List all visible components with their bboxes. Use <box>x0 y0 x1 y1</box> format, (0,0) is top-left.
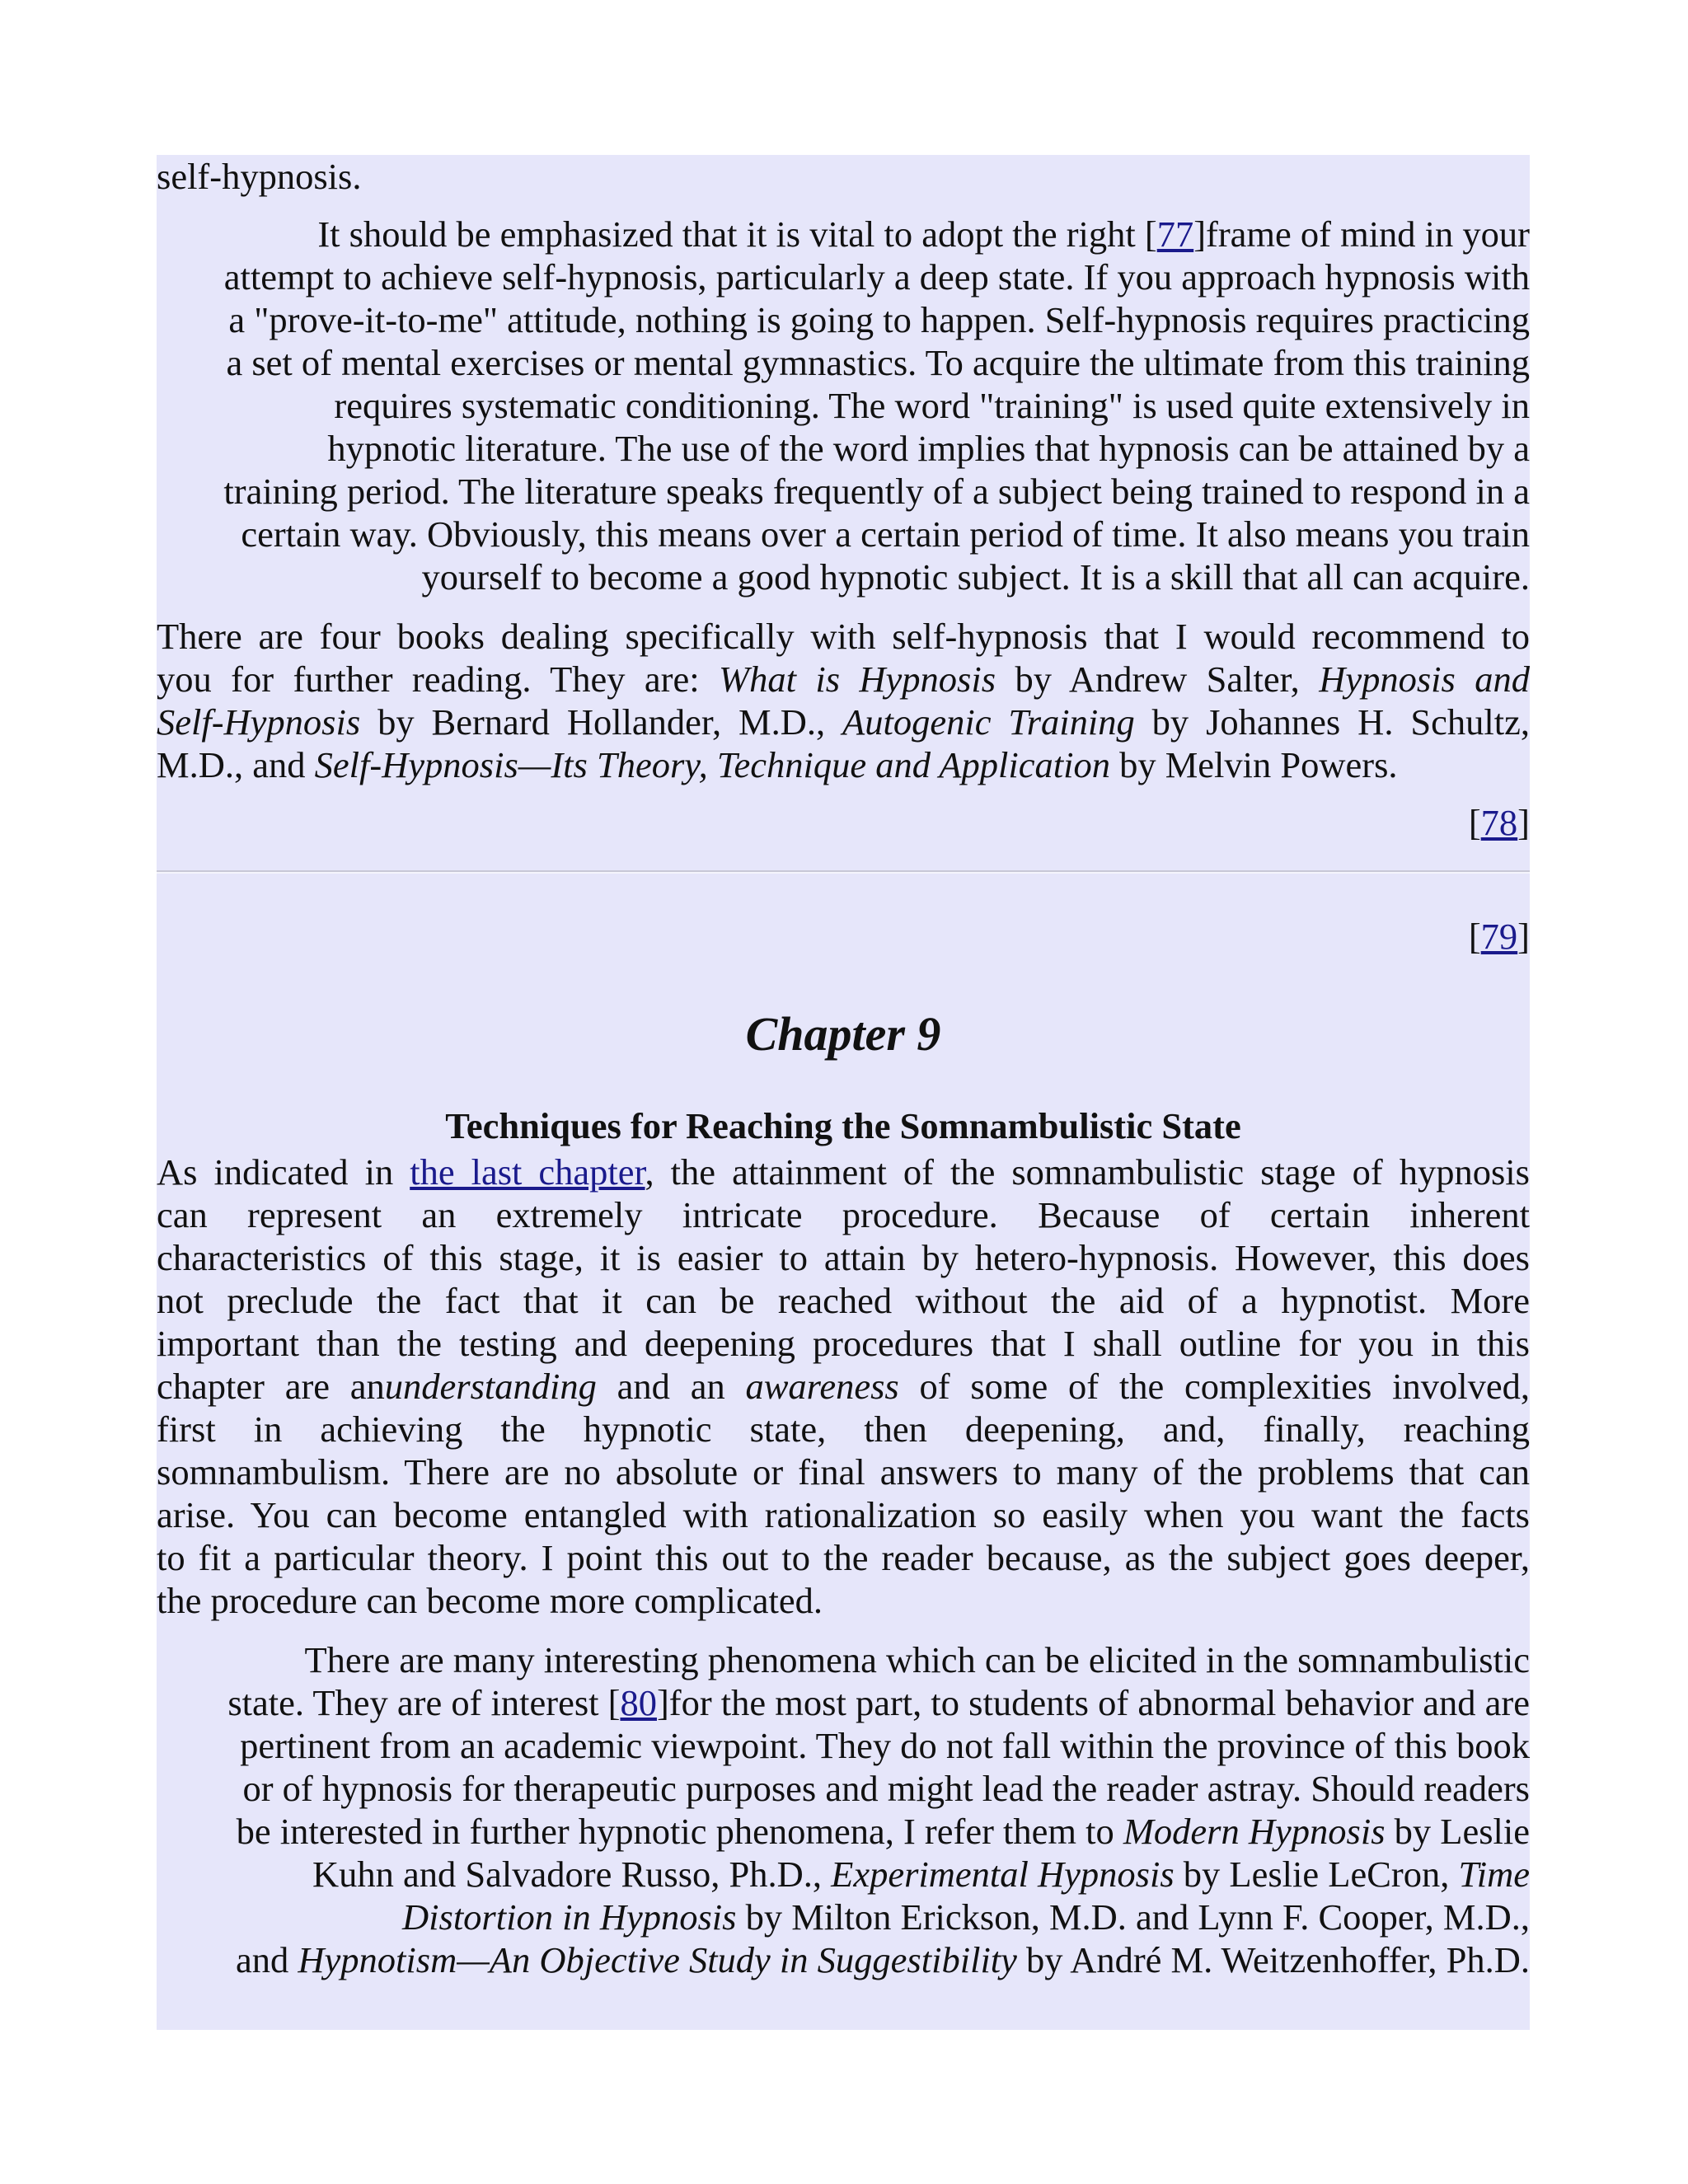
emphasis: understanding <box>384 1366 597 1407</box>
paragraph-line: somnambulism. There are no absolute or final answers to many of the problems that can <box>157 1451 1530 1493</box>
paragraph-line: not preclude the fact that it can be reached without the aid of a hypnotist. More <box>157 1280 1530 1321</box>
paragraph-line: chapter are anunderstanding and an awareness of some of the complexities involved, <box>157 1366 1530 1407</box>
book-title: Self-Hypnosis—Its Theory, Technique and Application <box>314 744 1110 785</box>
paragraph-somnambulistic-intro <box>157 1151 1530 1622</box>
paragraph-line: important than the testing and deepening procedures that I shall outline for you in this <box>157 1323 1530 1364</box>
paragraph-line: pertinent from an academic viewpoint. They do not fall within the province of this book <box>240 1725 1530 1766</box>
paragraph-line: you for further reading. They are: What is Hypnosis by Andrew Salter, Hypnosis and <box>157 658 1530 700</box>
paragraph-fragment: self-hypnosis. <box>157 156 362 197</box>
paragraph-line: certain way. Obviously, this means over a certain period of time. It also means you train <box>241 513 1530 555</box>
page-link-80[interactable]: 80 <box>620 1682 657 1723</box>
book-title: Hypnosis and <box>1319 658 1530 700</box>
paragraph-line: first in achieving the hypnotic state, then deepening, and, finally, reaching <box>157 1408 1530 1450</box>
paragraph-line: hypnotic literature. The use of the word implies that hypnosis can be attained by a <box>327 428 1530 469</box>
page-marker-78: [78] <box>1468 802 1530 843</box>
paragraph-line: a set of mental exercises or mental gymnastics. To acquire the ultimate from this training <box>226 342 1530 383</box>
paragraph-phenomena <box>157 1638 1530 1981</box>
emphasis: awareness <box>745 1366 899 1407</box>
paragraph-line: M.D., and Self-Hypnosis—Its Theory, Technique and Application by Melvin Powers. <box>157 744 1398 785</box>
paragraph-line: characteristics of this stage, it is easier to attain by hetero-hypnosis. However, this does <box>157 1237 1530 1278</box>
paragraph-line: attempt to achieve self-hypnosis, particularly a deep state. If you approach hypnosis with <box>223 256 1530 298</box>
book-title: Time <box>1458 1854 1530 1895</box>
paragraph-recommended-books <box>157 615 1530 786</box>
paragraph-line: can represent an extremely intricate procedure. Because of certain inherent <box>157 1194 1530 1235</box>
paragraph-line: yourself to become a good hypnotic subject. It is a skill that all can acquire. <box>421 556 1530 598</box>
paragraph-line: be interested in further hypnotic phenomena, I refer them to Modern Hypnosis by Leslie <box>236 1811 1530 1852</box>
paragraph-line: the procedure can become more complicated. <box>157 1580 823 1621</box>
paragraph-line: or of hypnosis for therapeutic purposes and might lead the reader astray. Should readers <box>242 1768 1530 1809</box>
paragraph-line: to fit a particular theory. I point this out to the reader because, as the subject goes deeper, <box>157 1537 1530 1578</box>
paragraph-line: state. They are of interest [80]for the most part, to students of abnormal behavior and are <box>227 1682 1530 1723</box>
paragraph-line: requires systematic conditioning. The word "training" is used quite extensively in <box>334 385 1530 426</box>
book-title: Distortion in Hypnosis <box>402 1896 737 1938</box>
paragraph-frame-of-mind <box>157 213 1530 598</box>
book-title: Hypnotism—An Objective Study in Suggestibility <box>298 1939 1017 1980</box>
page-content <box>157 155 1530 2030</box>
paragraph-line: There are many interesting phenomena which can be elicited in the somnambulistic <box>304 1639 1530 1680</box>
page-link-77[interactable]: 77 <box>1156 213 1194 255</box>
chapter-subtitle: Techniques for Reaching the Somnambulistic State <box>445 1105 1241 1146</box>
chapter-title: Chapter 9 <box>745 1007 941 1061</box>
paragraph-line: It should be emphasized that it is vital to adopt the right [77]frame of mind in your <box>317 213 1530 255</box>
page-marker-79: [79] <box>1468 916 1530 957</box>
book-title: Self-Hypnosis <box>157 701 361 743</box>
paragraph-line: Self-Hypnosis by Bernard Hollander, M.D., Autogenic Training by Johannes H. Schultz, <box>157 701 1530 743</box>
page-link-78[interactable]: 78 <box>1480 802 1518 843</box>
paragraph-line: As indicated in the last chapter, the attainment of the somnambulistic stage of hypnosis <box>157 1151 1530 1193</box>
last-chapter-link[interactable]: the last chapter <box>410 1151 645 1193</box>
paragraph-line: a "prove-it-to-me" attitude, nothing is going to happen. Self-hypnosis requires practicing <box>228 299 1530 340</box>
paragraph-line: Kuhn and Salvadore Russo, Ph.D., Experimental Hypnosis by Leslie LeCron, Time <box>312 1854 1530 1895</box>
paragraph-line: training period. The literature speaks frequently of a subject being trained to respond in a <box>223 471 1530 512</box>
page-divider <box>157 870 1530 874</box>
paragraph-line: and Hypnotism—An Objective Study in Suggestibility by André M. Weitzenhoffer, Ph.D. <box>236 1939 1530 1980</box>
book-title: Autogenic Training <box>842 701 1135 743</box>
book-title: Experimental Hypnosis <box>831 1854 1175 1895</box>
paragraph-line: Distortion in Hypnosis by Milton Erickson, M.D. and Lynn F. Cooper, M.D., <box>402 1896 1530 1938</box>
paragraph-line: arise. You can become entangled with rationalization so easily when you want the facts <box>157 1494 1530 1535</box>
book-title: What is Hypnosis <box>719 658 996 700</box>
paragraph-line: There are four books dealing specifically with self-hypnosis that I would recommend to <box>157 616 1530 657</box>
page-link-79[interactable]: 79 <box>1480 916 1518 957</box>
book-title: Modern Hypnosis <box>1123 1811 1386 1852</box>
